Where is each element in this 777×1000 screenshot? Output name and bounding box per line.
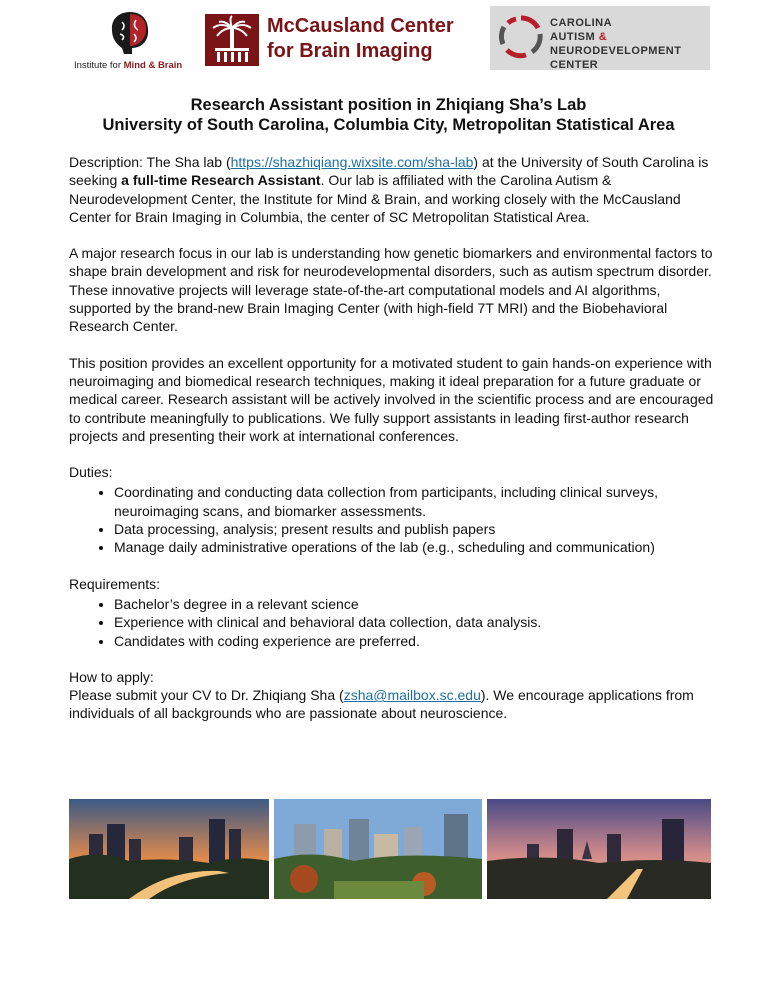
- duties-list: [69, 483, 719, 556]
- city-skyline-photo-sunset: [487, 799, 711, 899]
- list-item: • Coordinating and conducting data collection from participants, including clinical surveys, neuroimaging scans, and biomarker assessments.: [114, 483, 719, 520]
- list-item: • Candidates with coding experience are preferred.: [114, 632, 719, 650]
- imb-logo-text: Institute for Mind & Brain: [74, 60, 183, 71]
- list-item: • Bachelor’s degree in a relevant science: [114, 595, 719, 613]
- list-item: • Experience with clinical and behavioral data collection, data analysis.: [114, 613, 719, 631]
- institute-mind-brain-logo: [70, 8, 198, 74]
- palmetto-icon: [205, 14, 259, 66]
- how-to-apply-heading: How to apply:: [69, 668, 154, 685]
- position-type: a full-time Research Assistant: [121, 172, 321, 189]
- duties-heading: Duties:: [69, 464, 113, 481]
- city-skyline-photo-dusk: [69, 799, 269, 899]
- list-item: • Data processing, analysis; present results and publish papers: [114, 520, 719, 538]
- job-posting-body: [69, 153, 719, 723]
- description-paragraph: Description: The Sha lab (https://shazhiqiang.wixsite.com/sha-lab) at the University of South Carolina is seeking a full-time Research Assistant. Our lab is affiliated with the Carolina Autism & Neurodevelopment Center, the Institute for Mind & Brain, and working closely with the McCausland Center for Brain Imaging in Columbia, the center of SC Metropolitan Statistical Area.: [69, 154, 709, 225]
- email-link[interactable]: zsha@mailbox.sc.edu: [343, 687, 481, 704]
- research-focus-paragraph: A major research focus in our lab is understanding how genetic biomarkers and environmental factors to shape brain development and risk for neurodevelopmental disorders, such as autism spectrum disorder. These innovative projects will leverage state-of-the-art computational models and AI algorithms, supported by the brand-new Brain Imaging Center (with high-field 7T MRI) and the Biobehavioral Research Center.: [69, 245, 713, 335]
- apply-paragraph: Please submit your CV to Dr. Zhiqiang Sha (zsha@mailbox.sc.edu). We encourage applications from individuals of all backgrounds who are passionate about neuroscience.: [69, 687, 694, 722]
- opportunity-paragraph: This position provides an excellent opportunity for a motivated student to gain hands-on experience with neuroimaging and biomedical research techniques, making it ideal preparation for a future graduate or medical career. Research assistant will be actively involved in the scientific process and are encouraged to contribute meaningfully to publications. We fully support assistants in leading first-author research projects and presenting their work at international conferences.: [69, 354, 714, 444]
- carolina-autism-logo: [490, 6, 710, 70]
- header-logos: [0, 0, 777, 80]
- mccausland-logo: [205, 12, 475, 68]
- title-line-2: University of South Carolina, Columbia City, Metropolitan Statistical Area: [102, 116, 675, 134]
- requirements-list: [69, 595, 719, 650]
- brain-icon: [108, 8, 152, 56]
- title-line-1: Research Assistant position in Zhiqiang Sha’s Lab: [190, 96, 587, 114]
- requirements-heading: Requirements:: [69, 575, 161, 592]
- carolina-autism-name: CAROLINA AUTISM & NEURODEVELOPMENT CENTER: [550, 17, 682, 71]
- list-item: • Manage daily administrative operations of the lab (e.g., scheduling and communication): [114, 538, 719, 556]
- mccausland-name: McCausland Center for Brain Imaging: [267, 15, 454, 62]
- city-photo-strip: [69, 799, 711, 899]
- circular-arrows-icon: [498, 14, 544, 60]
- city-skyline-photo-day: [274, 799, 482, 899]
- lab-website-link[interactable]: https://shazhiqiang.wixsite.com/sha-lab: [230, 154, 474, 170]
- page-title: [40, 95, 737, 135]
